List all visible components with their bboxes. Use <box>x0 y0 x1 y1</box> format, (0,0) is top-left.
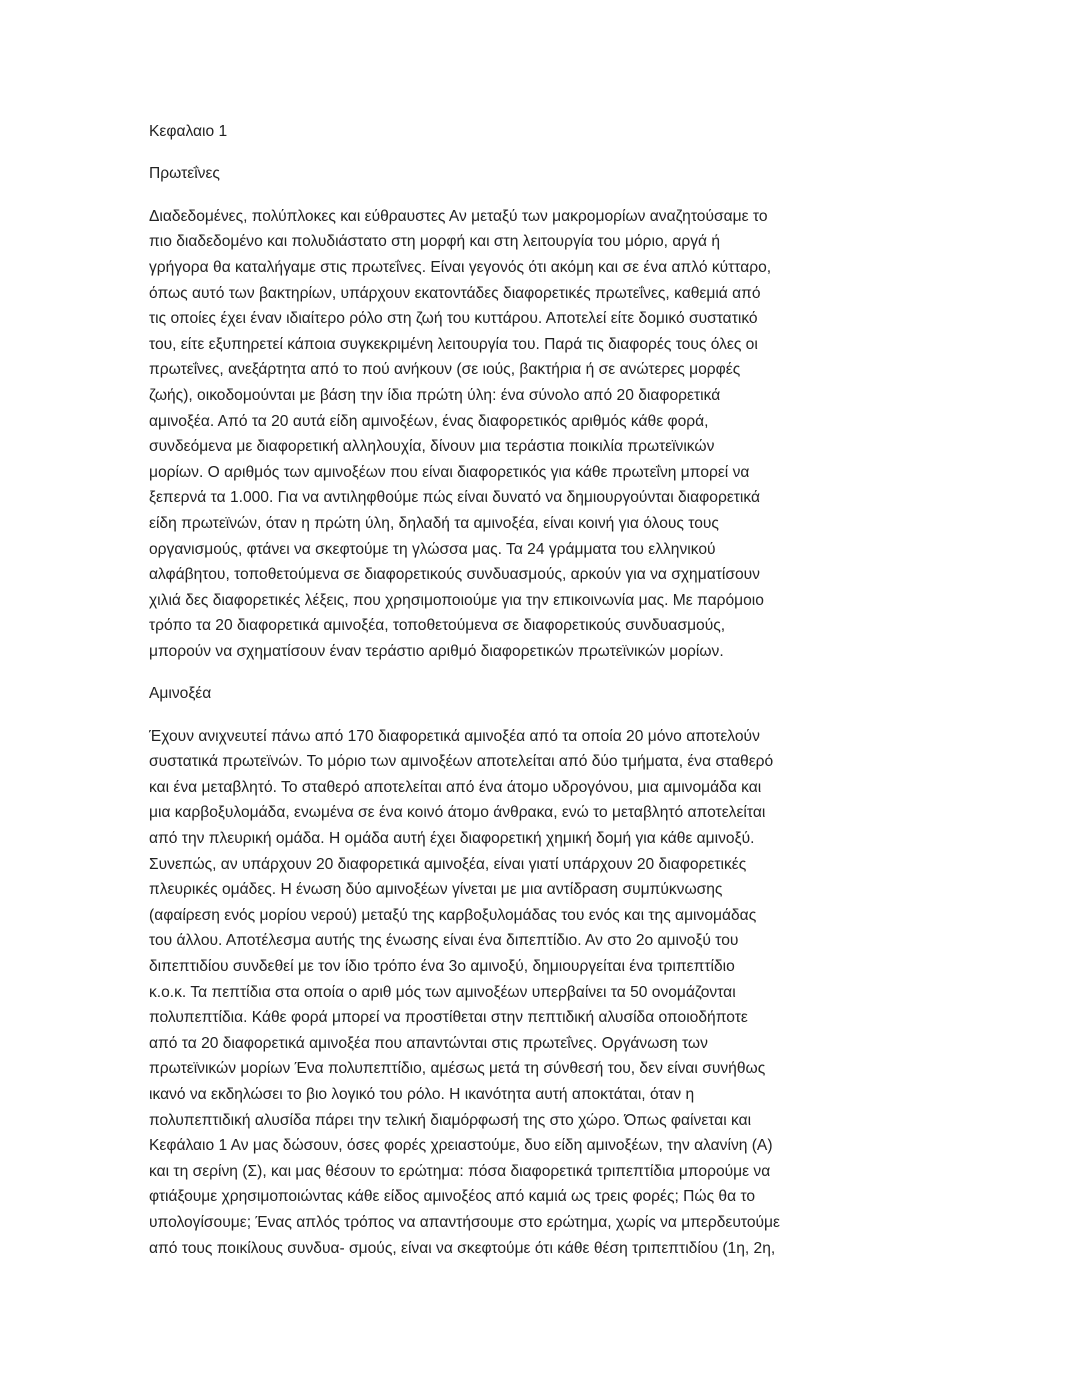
document-content <box>149 119 849 1261</box>
spacer <box>149 707 849 724</box>
text-line: από την πλευρική ομάδα. Η ομάδα αυτή έχει διαφορετική χημική δομή για κάθε αμινοξύ. <box>149 830 755 848</box>
text-line: πρωτεϊνικών μορίων Ένα πολυπεπτίδιο, αμέσως μετά τη σύνθεσή του, δεν είναι συνήθως <box>149 1060 766 1078</box>
text-line: τρόπο τα 20 διαφορετικά αμινοξέα, τοποθετούμενα σε διαφορετικούς συνδυασμούς, <box>149 617 726 635</box>
text-line: πολυπεπτιδική αλυσίδα πάρει την τελική διαμόρφωσή της στο χώρο. Όπως φαίνεται και <box>149 1111 752 1129</box>
section-title-amino-acids: Αμινοξέα <box>149 685 212 703</box>
text-line: υπολογίσουμε; Ένας απλός τρόπος να απαντήσουμε στο ερώτημα, χωρίς να μπερδευτούμε <box>149 1213 780 1231</box>
text-line: κ.ο.κ. Τα πεπτίδια στα οποία ο αριθ μός των αμινοξέων υπερβαίνει τα 50 ονομάζονται <box>149 983 736 1001</box>
text-line: αλφάβητου, τοποθετούμενα σε διαφορετικούς συνδυασμούς, αρκούν για να σχηματίσουν <box>149 566 760 584</box>
text-line: και τη σερίνη (Σ), και μας θέσουν το ερώτημα: πόσα διαφορετικά τριπεπτίδια μπορούμε να <box>149 1162 771 1180</box>
text-line: Κεφάλαιο 1 Αν μας δώσουν, όσες φορές χρειαστούμε, δυο είδη αμινοξέων, την αλανίνη (Α) <box>149 1137 773 1155</box>
text-line: χιλιά δες διαφορετικές λέξεις, που χρησιμοποιούμε για την επικοινωνία μας. Με παρόμοιο <box>149 591 764 609</box>
paragraph-proteins <box>149 204 849 665</box>
text-line: πιο διαδεδομένο και πολυδιάστατο στη μορφή και στη λειτουργία του μόριο, αργά ή <box>149 233 721 251</box>
spacer <box>149 145 849 162</box>
text-line: μορίων. Ο αριθμός των αμινοξέων που είναι διαφορετικός για κάθε πρωτεΐνη μπορεί να <box>149 463 750 481</box>
text-line: του άλλου. Αποτέλεσμα αυτής της ένωσης είναι ένα διπεπτίδιο. Αν στο 2ο αμινοξύ του <box>149 932 739 950</box>
text-line: Συνεπώς, αν υπάρχουν 20 διαφορετικά αμινοξέα, είναι γιατί υπάρχουν 20 διαφορετικές <box>149 855 747 873</box>
text-line: από τους ποικίλους συνδυα- σμούς, είναι να σκεφτούμε ότι κάθε θέση τριπεπτιδίου (1η, 2η, <box>149 1239 776 1257</box>
text-line: Διαδεδομένες, πολύπλοκες και εύθραυστες Αν μεταξύ των μακρομορίων αναζητούσαμε το <box>149 207 768 225</box>
text-line: ικανό να εκδηλώσει το βιο λογικό του ρόλο. Η ικανότητα αυτή αποκτάται, όταν η <box>149 1085 695 1103</box>
text-line: από τα 20 διαφορετικά αμινοξέα που απαντώνται στις πρωτεΐνες. Οργάνωση των <box>149 1034 708 1052</box>
section-title-proteins: Πρωτεΐνες <box>149 165 220 183</box>
text-line: συνδεόμενα με διαφορετική αλληλουχία, δίνουν μια τεράστια ποικιλία πρωτεϊνικών <box>149 438 715 456</box>
text-line: πλευρικές ομάδες. Η ένωση δύο αμινοξέων γίνεται με μια αντίδραση συμπύκνωσης <box>149 881 723 899</box>
text-line: ξεπερνά τα 1.000. Για να αντιληφθούμε πώς είναι δυνατό να δημιουργούνται διαφορετικά <box>149 489 761 507</box>
text-line: όπως αυτό των βακτηρίων, υπάρχουν εκατοντάδες διαφορετικές πρωτεΐνες, καθεμιά από <box>149 284 761 302</box>
text-line: μια καρβοξυλομάδα, ενωμένα σε ένα κοινό άτομο άνθρακα, ενώ το μεταβλητό αποτελείται <box>149 804 766 822</box>
paragraph-amino-acids <box>149 724 849 1261</box>
text-line: πολυπεπτίδια. Κάθε φορά μπορεί να προστίθεται στην πεπτιδική αλυσίδα οποιοδήποτε <box>149 1009 748 1027</box>
spacer <box>149 187 849 204</box>
text-line: διπεπτιδίου συνδεθεί με τον ίδιο τρόπο ένα 3ο αμινοξύ, δημιουργείται ένα τριπεπτίδιο <box>149 958 735 975</box>
text-line: Έχουν ανιχνευτεί πάνω από 170 διαφορετικά αμινοξέα από τα οποία 20 μόνο αποτελούν <box>149 727 760 745</box>
spacer <box>149 664 849 681</box>
text-line: πρωτεΐνες, ανεξάρτητα από το πού ανήκουν (σε ιούς, βακτήρια ή σε ανώτερες μορφές <box>149 361 741 379</box>
text-line: τις οποίες έχει έναν ιδιαίτερο ρόλο στη ζωή του κυττάρου. Αποτελεί είτε δομικό συστατικό <box>149 310 758 328</box>
text-line: (αφαίρεση ενός μορίου νερού) μεταξύ της καρβοξυλομάδας του ενός και της αμινομάδας <box>149 906 757 924</box>
chapter-title: Κεφαλαιο 1 <box>149 123 228 140</box>
text-line: μπορούν να σχηματίσουν έναν τεράστιο αριθμό διαφορετικών πρωτεϊνικών μορίων. <box>149 642 724 660</box>
text-line: και ένα μεταβλητό. Το σταθερό αποτελείται από ένα άτομο υδρογόνου, μια αμινομάδα και <box>149 778 762 796</box>
text-line: φτιάξουμε χρησιμοποιώντας κάθε είδος αμινοξέος από καμιά ως τρεις φορές; Πώς θα το <box>149 1188 756 1206</box>
text-line: αμινοξέα. Από τα 20 αυτά είδη αμινοξέων, ένας διαφορετικός αριθμός κάθε φορά, <box>149 412 709 430</box>
text-line: συστατικά πρωτεϊνών. Το μόριο των αμινοξέων αποτελείται από δύο τμήματα, ένα σταθερό <box>149 753 774 771</box>
text-line: του, είτε εξυπηρετεί κάποια συγκεκριμένη λειτουργία του. Παρά τις διαφορές τους όλες οι <box>149 335 758 353</box>
text-line: είδη πρωτεϊνών, όταν η πρώτη ύλη, δηλαδή τα αμινοξέα, είναι κοινή για όλους τους <box>149 514 719 532</box>
text-line: γρήγορα θα καταλήγαμε στις πρωτεΐνες. Είναι γεγονός ότι ακόμη και σε ένα απλό κύτταρο, <box>149 258 772 276</box>
text-line: ζωής), οικοδομούνται με βάση την ίδια πρώτη ύλη: ένα σύνολο από 20 διαφορετικά <box>149 386 721 404</box>
text-line: οργανισμούς, φτάνει να σκεφτούμε τη γλώσσα μας. Τα 24 γράμματα του ελληνικού <box>149 540 716 558</box>
